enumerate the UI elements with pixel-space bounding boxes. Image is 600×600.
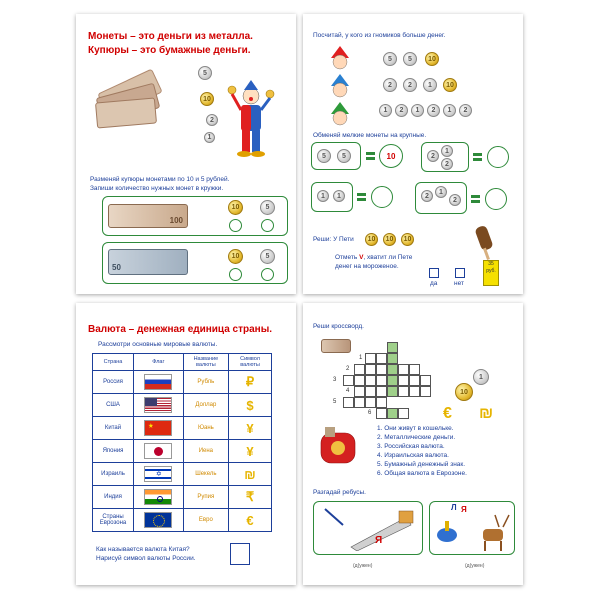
equals-sign [473,152,482,161]
top-and-deer-illustration [433,513,513,553]
banknote-value: 100 [169,216,183,225]
question-text: , хватит ли Пете [363,254,413,261]
coin-image: 1 [379,104,392,117]
question-ice-cream [335,254,485,262]
coin-image: 5 [383,52,397,66]
coin-image: 10 [365,233,378,246]
currency-symbol: ₪ [229,463,272,486]
answer-circle[interactable] [229,219,242,232]
crossword-cell[interactable] [409,364,420,375]
clue-number: 5 [333,399,337,405]
answer-circle[interactable] [485,188,507,210]
banknote-image [95,97,157,128]
crossword-cell[interactable] [387,375,398,386]
rebus-title: Разгадай ребусы. [313,489,366,496]
question-text: Отметь [335,254,358,261]
coin-gold: 10 [455,383,473,401]
coin-image: 1 [333,190,345,202]
question-text: денег на мороженое. [335,263,399,270]
crossword-cell[interactable] [376,386,387,397]
crossword-cell[interactable] [387,408,398,419]
coin-image: 5 [403,52,417,66]
crossword-cell[interactable] [343,397,354,408]
header-currency-symbol: Символ валюты [229,354,272,371]
clue-6: 6. Общая валюта в Еврозоне. [377,470,467,477]
flag-cell [134,509,184,532]
crossword-cell[interactable] [398,364,409,375]
coin-silver: 1 [473,369,489,385]
table-row [93,509,272,532]
currency-name: Юань [183,417,228,440]
clue-number: 4 [346,388,350,394]
gnomes-illustration [327,46,353,132]
answer-circle[interactable] [261,268,274,281]
currency-symbol: € [229,509,272,532]
rebus-answer-line: (д(ужен) [353,563,373,569]
table-row [93,371,272,394]
clue-number: 2 [346,366,350,372]
clue-5: 5. Бумажный денежный знак. [377,461,466,468]
question-gnomes: Посчитай, у кого из гномиков больше денег. [313,32,446,39]
header-flag: Флаг [134,354,184,371]
crossword-cell[interactable] [365,353,376,364]
coin-image: 1 [443,104,456,117]
country-name: Россия [93,371,134,394]
crossword-cell[interactable] [409,375,420,386]
crossword-cell[interactable] [376,364,387,375]
page-gnomes-money [303,14,523,294]
coin-image: 10 [383,233,396,246]
crossword-cell[interactable] [365,364,376,375]
coin-image: 5 [337,149,351,163]
crossword-cell[interactable] [365,397,376,408]
coin-5: 5 [260,200,275,215]
crossword-cell[interactable] [376,408,387,419]
equals-sign [357,192,366,201]
clue-4: 4. Израильская валюта. [377,452,449,459]
crossword-cell[interactable] [376,375,387,386]
title-currency: Валюта – денежная единица страны. [88,324,273,335]
drawing-box[interactable] [230,543,250,565]
equals-sign [366,151,375,160]
coin-image: 2 [459,104,472,117]
coin-image: 10 [200,92,214,106]
crossword-cell[interactable] [387,364,398,375]
coin-image: 5 [317,149,331,163]
coin-image: 2 [441,158,453,170]
instruction-currency: Рассмотри основные мировые валюты. [98,341,218,348]
coin-image: 1 [435,186,447,198]
india-flag-icon [144,489,172,505]
title-coins: Монеты – это деньги из металла. [88,31,253,42]
country-name: Страны Еврозона [93,509,134,532]
coin-image: 2 [421,190,433,202]
header-currency-name: Название валюты [183,354,228,371]
flag-cell [134,417,184,440]
country-name: Япония [93,440,134,463]
coin-image: 1 [411,104,424,117]
banknote-100 [108,204,188,228]
price-tag [483,260,499,286]
price-value: 35 [488,261,494,267]
ice-cream-icon [475,224,497,262]
israel-flag-icon: ✡ [144,466,172,482]
currency-name: Иена [183,440,228,463]
currency-name: Шекель [183,463,228,486]
clue-3: 3. Российская валюта. [377,443,445,450]
crossword-title: Реши кроссворд. [313,323,364,330]
table-row [93,417,272,440]
currency-table [92,353,272,532]
currency-name: Рупия [183,486,228,509]
price-unit: руб. [486,268,496,274]
usa-flag-icon [144,397,172,413]
clue-number: 3 [333,377,337,383]
clue-2: 2. Металлические деньги. [377,434,456,441]
coin-image: 1 [317,190,329,202]
crossword-cell[interactable] [398,408,409,419]
crossword-cell[interactable] [398,386,409,397]
rebus-letter: Я [375,535,383,546]
instruction-line-1: Разменяй купюры монетами по 10 и 5 рублей. [90,176,230,183]
flag-cell [134,440,184,463]
coin-image: 1 [423,78,437,92]
title-notes: Купюры – это бумажные деньги. [88,45,251,56]
coin-10: 10 [228,249,243,264]
coin-image: 10 [443,78,457,92]
coin-image: 2 [383,78,397,92]
crossword-cell[interactable] [398,375,409,386]
rebus-letter: Л [451,503,457,512]
currency-name: Рубль [183,371,228,394]
eu-flag-icon [144,512,172,528]
crossword-cell[interactable] [343,375,354,386]
answer-circle[interactable] [487,146,509,168]
japan-flag-icon [144,443,172,459]
country-name: США [93,394,134,417]
russia-flag-icon [144,374,172,390]
page-crossword [303,303,523,585]
table-row [93,440,272,463]
rebus-letter: Я [461,505,467,514]
rebus-answer-line: (д(ужен) [465,563,485,569]
pen-and-saw-illustration [321,507,417,551]
page-coins-and-notes [76,14,296,294]
wallet-illustration [319,425,357,465]
flag-cell [134,463,184,486]
crossword-cell[interactable] [387,342,398,353]
answer-circle[interactable] [229,268,242,281]
check-mark: V [359,254,364,261]
checkbox-no-label: нет [454,280,464,287]
crossword-cell[interactable] [354,364,365,375]
currency-symbol: $ [229,394,272,417]
banknote-value: 50 [112,263,121,272]
answer-circle[interactable] [371,186,393,208]
solve-label: Реши: У Пети [313,236,354,243]
currency-symbol: ¥ [229,440,272,463]
crossword-cell[interactable] [420,386,431,397]
banknote-50 [108,249,188,275]
country-name: Израиль [93,463,134,486]
crossword-cell[interactable] [354,397,365,408]
coin-image: 5 [198,66,212,80]
equals-sign [471,194,480,203]
shekel-symbol: ₪ [479,405,494,422]
header-country: Страна [93,354,134,371]
question-exchange: Обменяй мелкие монеты на крупные. [313,132,427,139]
crossword-cell[interactable] [365,375,376,386]
crossword-cell[interactable] [365,386,376,397]
coin-image: 2 [427,104,440,117]
currency-name: Евро [183,509,228,532]
coin-image: 2 [395,104,408,117]
flag-cell [134,486,184,509]
coin-10: 10 [228,200,243,215]
coin-image: 1 [204,132,215,143]
coin-image: 2 [449,194,461,206]
country-name: Индия [93,486,134,509]
euro-symbol: € [443,405,452,422]
crossword-cell[interactable] [420,375,431,386]
table-row [93,394,272,417]
country-name: Китай [93,417,134,440]
crossword-cell[interactable] [376,353,387,364]
answer-circle[interactable] [261,219,274,232]
banknote-image [321,339,351,353]
china-flag-icon [144,420,172,436]
instruction-line-2: Запиши количество нужных монет в кружки. [90,185,224,192]
answer-circle-filled: 10 [379,144,403,168]
crossword-cell[interactable] [376,397,387,408]
coin-image: 1 [441,145,453,157]
crossword-cell[interactable] [387,386,398,397]
currency-symbol: ¥ [229,417,272,440]
clown-illustration [224,80,278,160]
coin-image: 2 [206,114,218,126]
table-row [93,463,272,486]
crossword-cell[interactable] [409,386,420,397]
checkbox-no[interactable] [455,268,465,278]
clue-number: 1 [359,355,363,361]
clue-number: 6 [368,410,372,416]
coin-image: 10 [401,233,414,246]
question-china-currency: Как называется валюта Китая? [96,546,190,553]
crossword-cell[interactable] [354,375,365,386]
coin-image: 2 [403,78,417,92]
table-row [93,486,272,509]
page-currency [76,303,296,585]
currency-name: Доллар [183,394,228,417]
crossword-cell[interactable] [387,353,398,364]
flag-cell [134,394,184,417]
currency-symbol: ₹ [229,486,272,509]
checkbox-yes-label: да [430,280,438,287]
coin-image: 2 [427,150,439,162]
question-russia-symbol: Нарисуй символ валюты России. [96,555,196,562]
currency-symbol: ₽ [229,371,272,394]
checkbox-yes[interactable] [429,268,439,278]
coin-image: 10 [425,52,439,66]
flag-cell [134,371,184,394]
coin-5: 5 [260,249,275,264]
crossword-cell[interactable] [354,386,365,397]
clue-1: 1. Они живут в кошельке. [377,425,454,432]
